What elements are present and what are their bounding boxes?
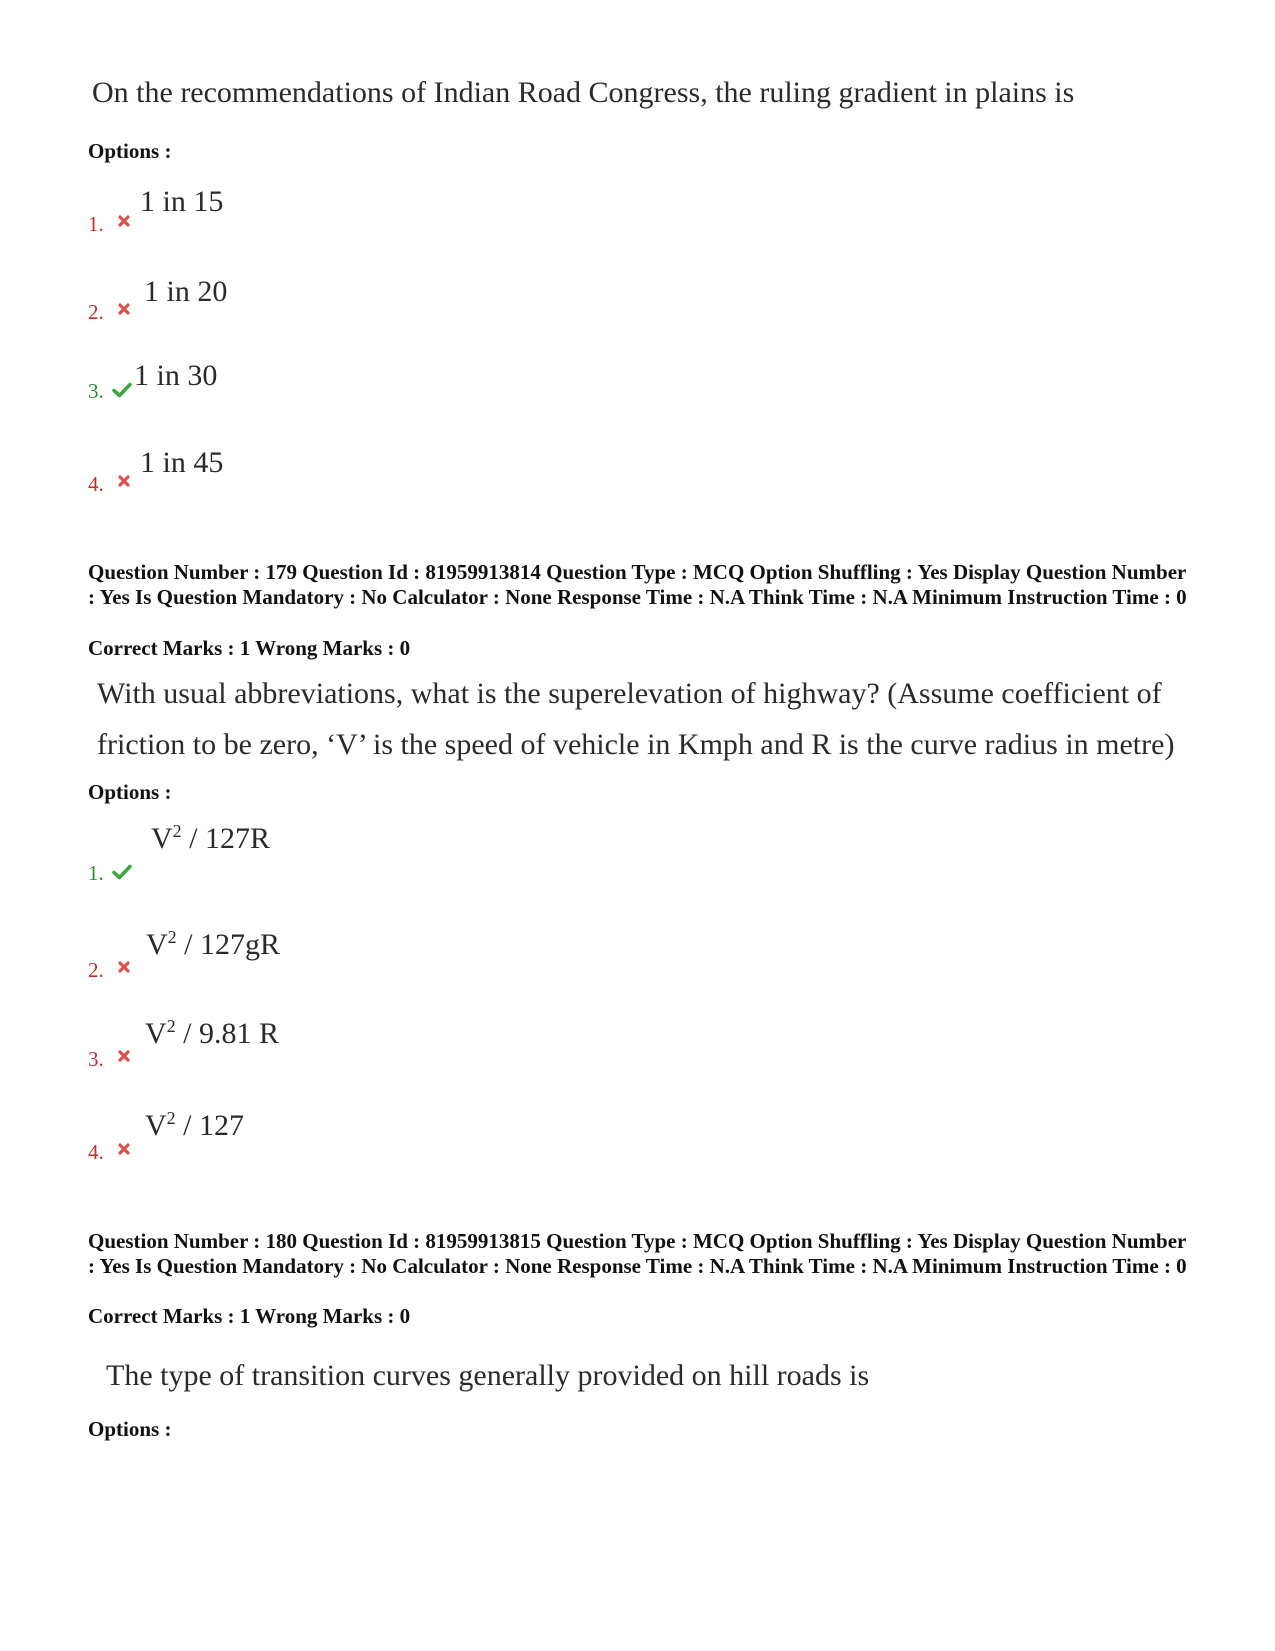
question-meta: Question Number : 179 Question Id : 81959913814 Question Type : MCQ Option Shuffling : Yes Display Question Number : Yes Is Question Mandatory : No Calculator : None Response Time : N.A Think Time : N.A Minimum Instruction Time : 0 xyxy=(88,560,1187,609)
formula-rest: / 127R xyxy=(181,822,271,855)
cross-icon xyxy=(117,1142,131,1156)
option-number xyxy=(88,1140,131,1165)
option-number xyxy=(88,300,131,325)
formula-rest: / 127 xyxy=(175,1109,245,1142)
formula-exponent: 2 xyxy=(166,1016,176,1036)
question-text: On the recommendations of Indian Road Congress, the ruling gradient in plains is xyxy=(92,76,1075,109)
formula-exponent: 2 xyxy=(172,821,182,841)
option-value: 1 in 30 xyxy=(134,359,218,392)
options-label: Options : xyxy=(88,1417,172,1441)
option-value: 1 in 15 xyxy=(140,185,224,218)
option-number xyxy=(88,212,131,237)
question-marks: Correct Marks : 1 Wrong Marks : 0 xyxy=(88,1304,411,1328)
option-value xyxy=(145,1017,279,1051)
cross-icon xyxy=(117,302,131,316)
options-label: Options : xyxy=(88,780,172,804)
option-number-label: 4. xyxy=(88,1140,104,1164)
option-value: 1 in 45 xyxy=(140,446,224,479)
question-text-line: With usual abbreviations, what is the superelevation of highway? (Assume coefficient of xyxy=(97,677,1162,710)
cross-icon xyxy=(117,960,131,974)
formula-exponent: 2 xyxy=(167,927,177,947)
option-value xyxy=(145,1109,244,1143)
question-text-line: friction to be zero, ‘V’ is the speed of vehicle in Kmph and R is the curve radius in metre) xyxy=(97,728,1175,761)
option-number-label: 3. xyxy=(88,379,104,403)
option-number xyxy=(88,861,132,886)
formula-base: V xyxy=(146,928,168,961)
option-number xyxy=(88,1047,131,1072)
options-label: Options : xyxy=(88,139,172,163)
question-text: The type of transition curves generally provided on hill roads is xyxy=(106,1359,870,1392)
option-number xyxy=(88,379,132,404)
option-number-label: 3. xyxy=(88,1047,104,1071)
option-number-label: 1. xyxy=(88,212,104,236)
option-number-label: 4. xyxy=(88,472,104,496)
option-number xyxy=(88,472,131,497)
option-value: 1 in 20 xyxy=(144,275,228,308)
question-meta: Question Number : 180 Question Id : 81959913815 Question Type : MCQ Option Shuffling : Yes Display Question Number : Yes Is Question Mandatory : No Calculator : None Response Time : N.A Think Time : N.A Minimum Instruction Time : 0 xyxy=(88,1229,1187,1278)
formula-exponent: 2 xyxy=(166,1108,176,1128)
option-value xyxy=(151,822,270,856)
option-number-label: 2. xyxy=(88,958,104,982)
check-icon xyxy=(112,864,132,880)
cross-icon xyxy=(117,214,131,228)
formula-base: V xyxy=(145,1017,167,1050)
check-icon xyxy=(112,382,132,398)
option-value xyxy=(146,928,280,962)
option-number-label: 2. xyxy=(88,300,104,324)
formula-rest: / 9.81 R xyxy=(175,1017,280,1050)
formula-base: V xyxy=(145,1109,167,1142)
formula-base: V xyxy=(151,822,173,855)
option-number xyxy=(88,958,131,983)
cross-icon xyxy=(117,474,131,488)
cross-icon xyxy=(117,1049,131,1063)
question-marks: Correct Marks : 1 Wrong Marks : 0 xyxy=(88,636,411,660)
question-text xyxy=(97,668,1174,770)
option-number-label: 1. xyxy=(88,861,104,885)
formula-rest: / 127gR xyxy=(176,928,281,961)
